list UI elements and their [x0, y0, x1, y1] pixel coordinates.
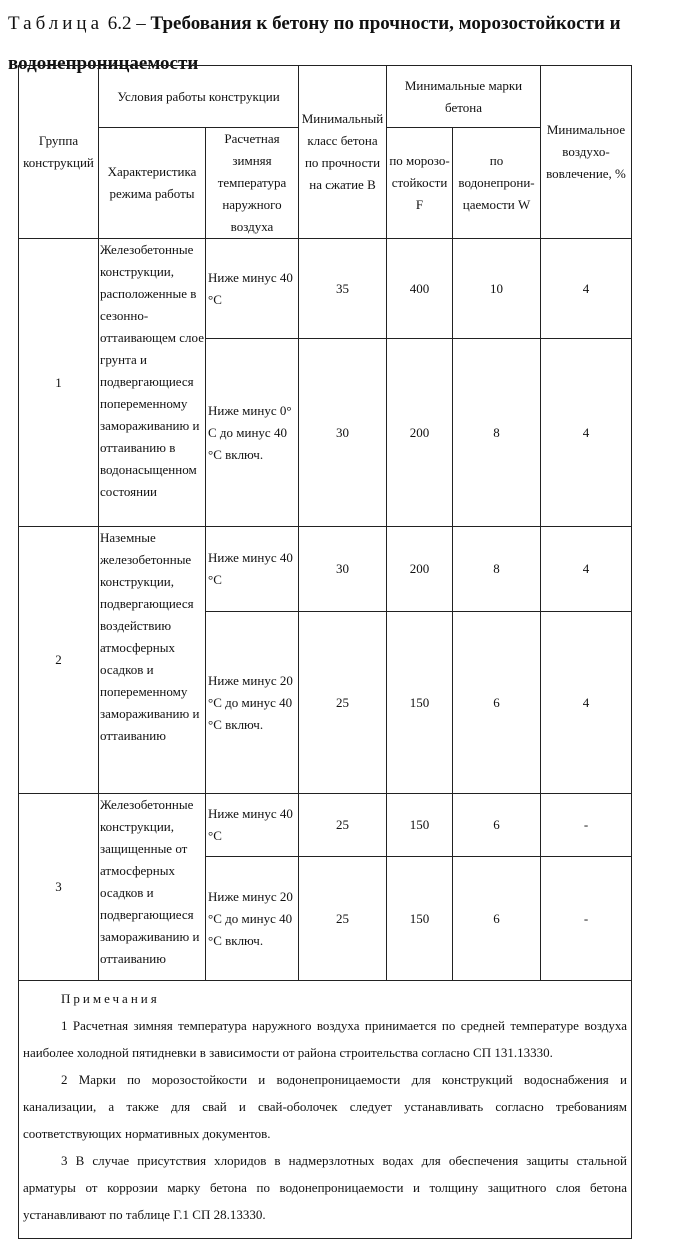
value-f: 400 [387, 239, 453, 339]
characteristic: Железобетонные конструкции, расположенные в сезонно-оттаивающем слое грунта и подвергающиеся попеременному замораживанию и оттаиванию в водонасыщенном состоянии [99, 239, 206, 527]
value-air: - [541, 794, 632, 857]
temperature: Ниже минус 0° С до минус 40 °С включ. [206, 339, 299, 527]
table-row [19, 239, 632, 339]
value-b: 25 [299, 612, 387, 794]
group-number: 3 [19, 794, 99, 981]
notes-heading: Примечания [61, 991, 160, 1006]
temperature: Ниже минус 20 °С до минус 40 °С включ. [206, 612, 299, 794]
value-f: 200 [387, 339, 453, 527]
value-f: 150 [387, 612, 453, 794]
value-air: - [541, 857, 632, 981]
temperature: Ниже минус 40 °С [206, 239, 299, 339]
header-water: по водонепрони-цаемости W [453, 128, 541, 239]
value-b: 35 [299, 239, 387, 339]
group-number: 2 [19, 527, 99, 794]
header-group: Группа конструкций [19, 66, 99, 239]
value-air: 4 [541, 239, 632, 339]
header-air: Минимальное воздухо-вовлечение, % [541, 66, 632, 239]
header-temperature: Расчетная зимняя температура наружного воздуха [206, 128, 299, 239]
note-3: 3 В случае присутствия хлоридов в надмерзлотных водах для обеспечения защиты стальной арматуры от коррозии марку бетона по водонепроницаемости и толщину защитного слоя бетона устанавливают по таблице Г.1 СП 28.13330. [23, 1153, 627, 1222]
note-2: 2 Марки по морозостойкости и водонепроницаемости для конструкций водоснабжения и канализации, а также для свай и свай-оболочек следует устанавливать согласно требованиям соответствующих нормативных документов. [23, 1072, 627, 1141]
header-min-marks: Минимальные марки бетона [387, 66, 541, 128]
table-row [19, 527, 632, 612]
temperature: Ниже минус 20 °С до минус 40 °С включ. [206, 857, 299, 981]
value-b: 30 [299, 339, 387, 527]
value-w: 6 [453, 794, 541, 857]
value-air: 4 [541, 527, 632, 612]
value-f: 200 [387, 527, 453, 612]
value-b: 30 [299, 527, 387, 612]
value-w: 6 [453, 612, 541, 794]
temperature: Ниже минус 40 °С [206, 794, 299, 857]
value-air: 4 [541, 339, 632, 527]
characteristic: Наземные железобетонные конструкции, подвергающиеся воздействию атмосферных осадков и попеременному замораживанию и оттаиванию [99, 527, 206, 794]
value-w: 8 [453, 527, 541, 612]
header-characteristic: Характеристика режима работы [99, 128, 206, 239]
table-title: Таблица 6.2 – Требования к бетону по прочности, морозостойкости и водонепроницаемости [8, 13, 621, 74]
value-b: 25 [299, 857, 387, 981]
value-w: 8 [453, 339, 541, 527]
value-f: 150 [387, 794, 453, 857]
value-b: 25 [299, 794, 387, 857]
value-w: 10 [453, 239, 541, 339]
header-conditions: Условия работы конструкции [99, 66, 299, 128]
table-row [19, 794, 632, 857]
characteristic: Железобетонные конструкции, защищенные от атмосферных осадков и подвергающиеся замораживанию и оттаиванию [99, 794, 206, 981]
note-1: 1 Расчетная зимняя температура наружного воздуха принимается по средней температуре воздуха наиболее холодной пятидневки в зависимости от района строительства согласно СП 131.13330. [23, 1018, 627, 1060]
temperature: Ниже минус 40 °С [206, 527, 299, 612]
value-air: 4 [541, 612, 632, 794]
header-frost: по морозо-стойкости F [387, 128, 453, 239]
value-w: 6 [453, 857, 541, 981]
header-min-class: Минимальный класс бетона по прочности на сжатие B [299, 66, 387, 239]
requirements-table [18, 65, 632, 1239]
group-number: 1 [19, 239, 99, 527]
value-f: 150 [387, 857, 453, 981]
